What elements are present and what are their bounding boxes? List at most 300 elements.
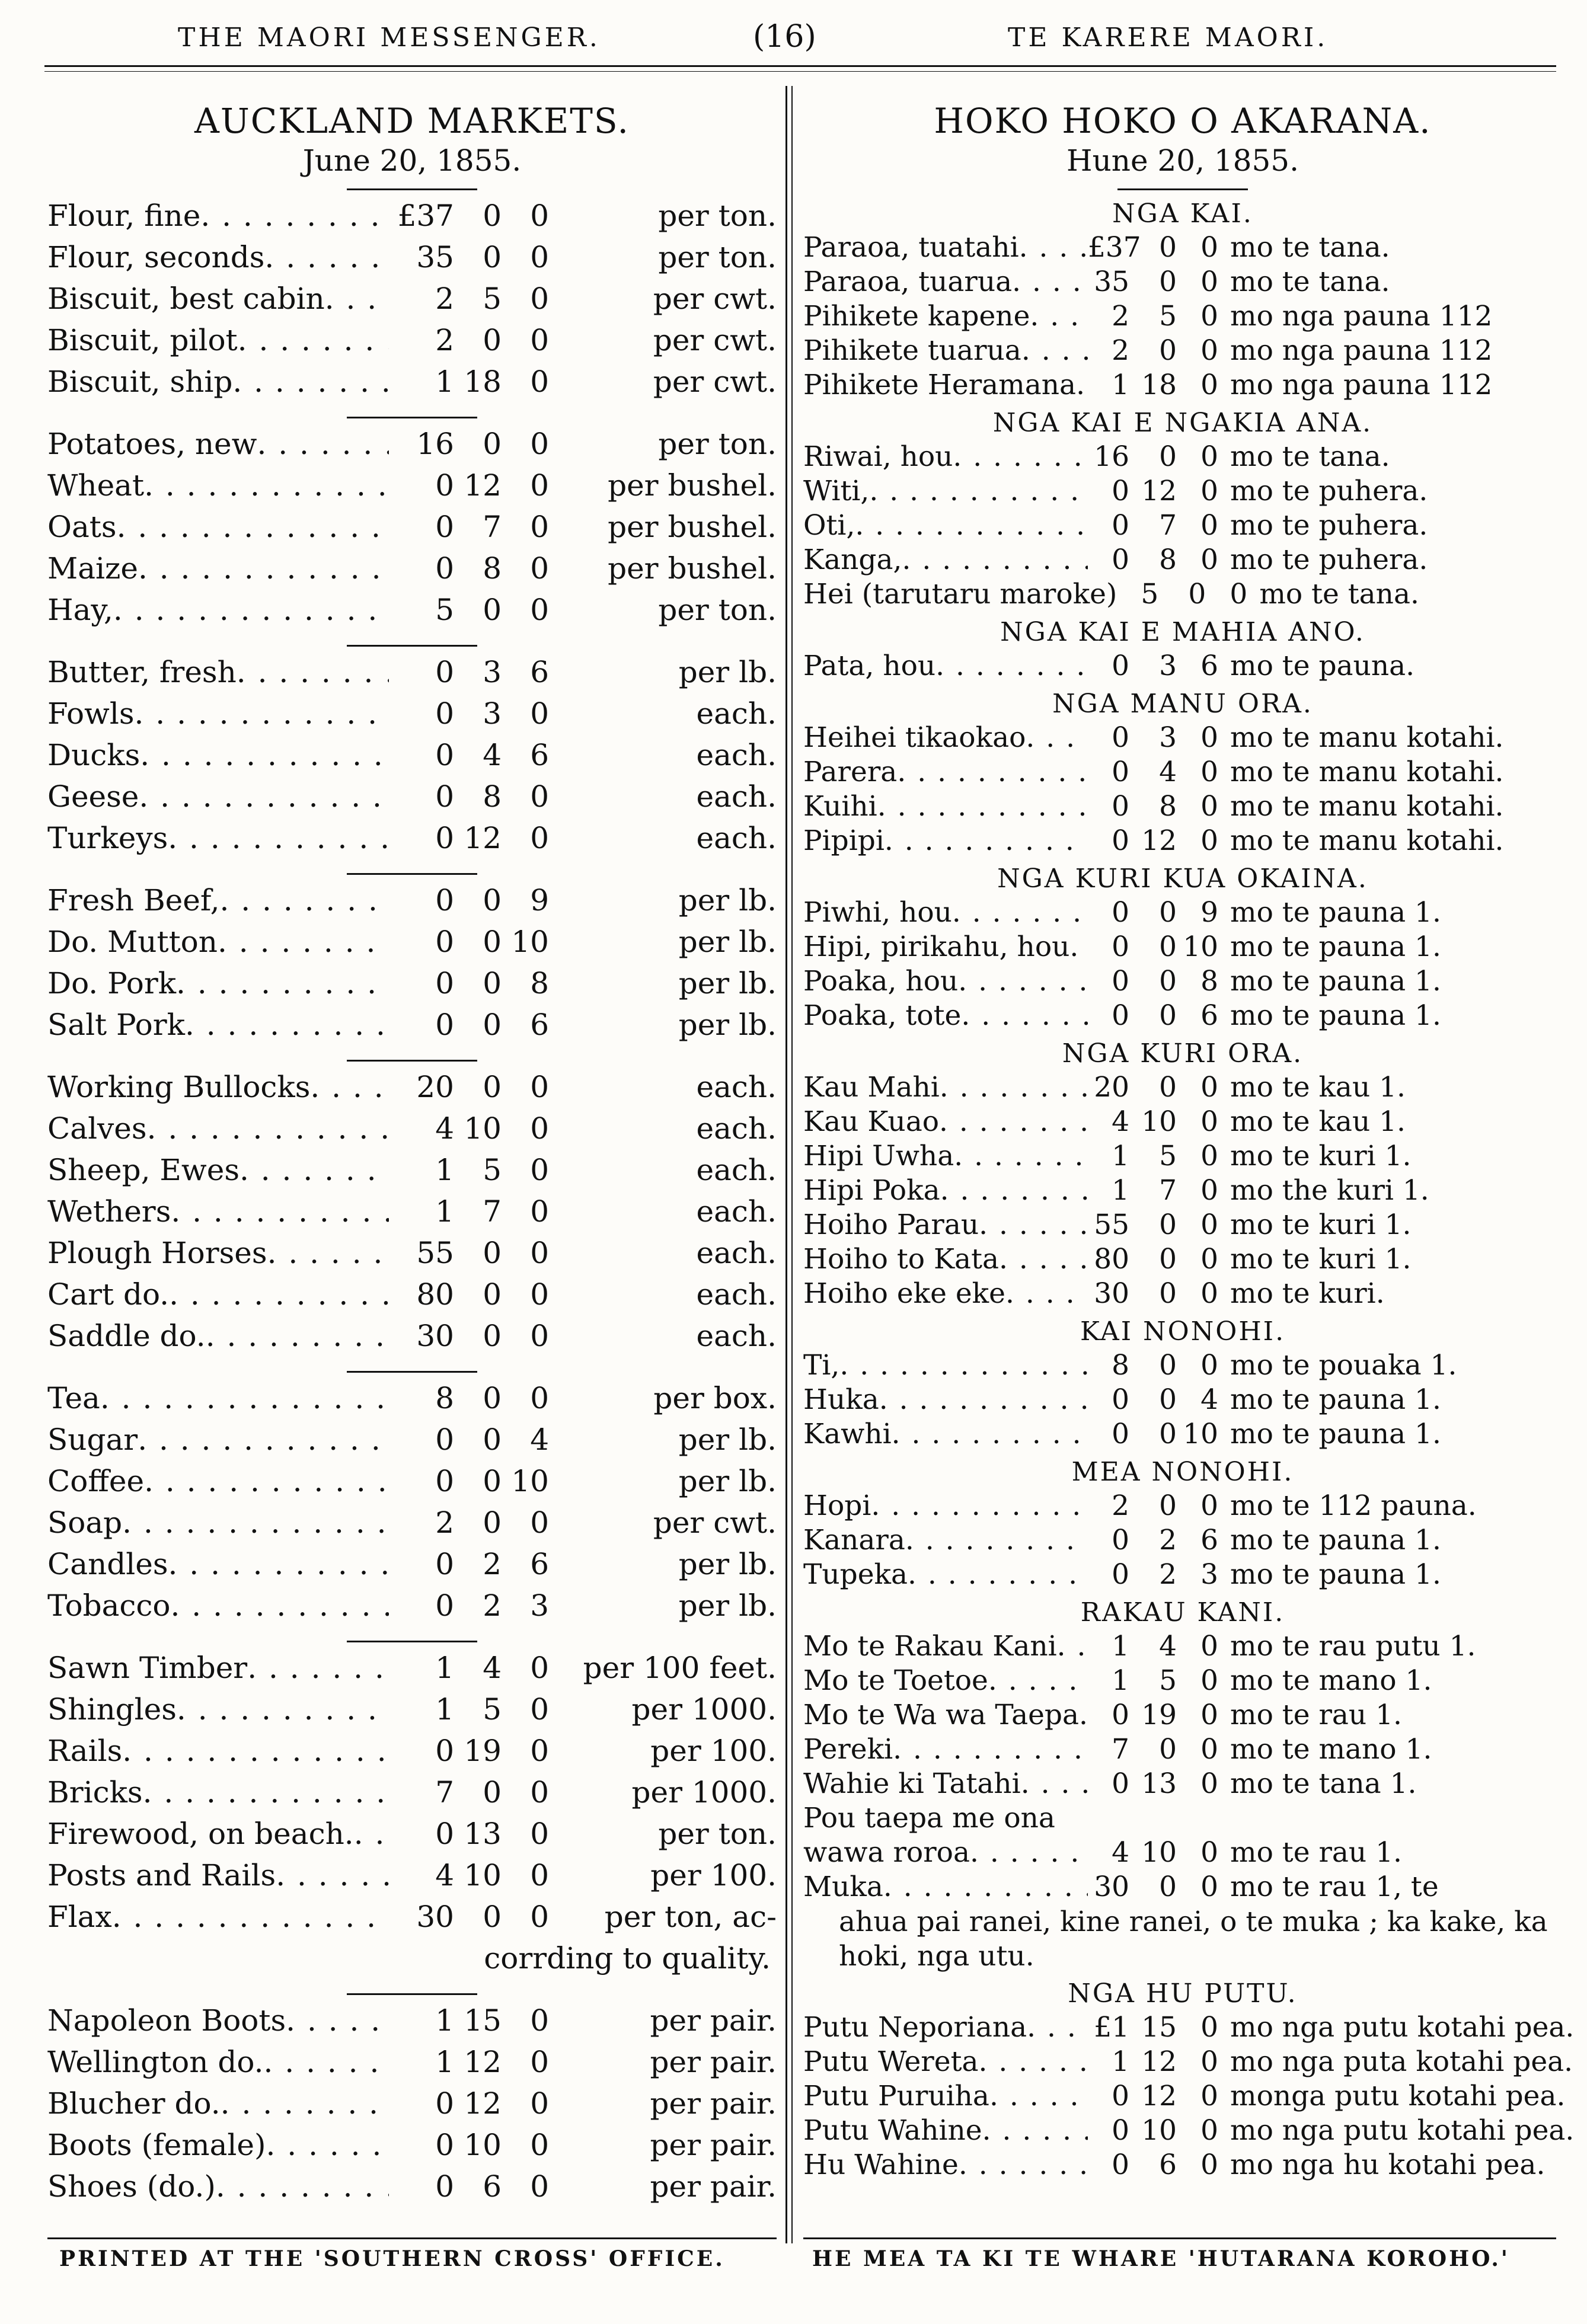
price-shillings: 5 xyxy=(483,1153,502,1187)
leader-dots xyxy=(135,696,389,731)
price-pounds: 0 xyxy=(1112,756,1129,788)
price-pounds: 80 xyxy=(416,1277,454,1312)
price-pence: 0 xyxy=(530,1505,549,1540)
item-name: Ti, xyxy=(803,1349,840,1382)
price-pence: 0 xyxy=(530,1734,549,1768)
price-pence: 10 xyxy=(1183,1418,1218,1450)
list-item xyxy=(47,551,777,593)
maori-footer: HE MEA TA KI TE WHARE 'HUTARANA KOROHO.' xyxy=(812,2246,1510,2271)
price-shillings: 0 xyxy=(483,199,502,233)
price xyxy=(389,2169,777,2204)
price-pounds: 0 xyxy=(1112,1418,1129,1450)
item-name: Shingles xyxy=(47,1692,177,1727)
english-price-list xyxy=(47,188,777,2211)
price-unit: each. xyxy=(696,1111,777,1146)
price xyxy=(1088,1140,1562,1172)
price-unit: mo te pauna 1. xyxy=(1230,999,1441,1032)
price-shillings: 6 xyxy=(1159,2149,1177,2181)
price-pounds: 0 xyxy=(435,2086,454,2121)
price-unit: each. xyxy=(696,779,777,814)
price-unit: mo nga putu kotahi pea. xyxy=(1230,2114,1575,2147)
price-section xyxy=(47,1381,777,1630)
price-pence: 3 xyxy=(1200,1558,1218,1591)
list-item xyxy=(47,2003,777,2045)
price-pounds: 0 xyxy=(1112,965,1129,998)
price-shillings: 0 xyxy=(1159,1871,1177,1903)
item-name: Putu Neporiana xyxy=(803,2011,1027,2044)
price-pence: 4 xyxy=(1200,1383,1218,1416)
price xyxy=(1088,1524,1562,1556)
price-shillings: 8 xyxy=(1159,544,1177,576)
price-shillings: 8 xyxy=(483,551,502,586)
item-name: Tea xyxy=(47,1381,100,1415)
price-pence: 6 xyxy=(1200,1524,1218,1556)
item-name: Pipipi xyxy=(803,824,884,857)
price-pounds: 55 xyxy=(1094,1209,1129,1241)
price-shillings: 3 xyxy=(1159,650,1177,682)
list-item xyxy=(803,1836,1562,1871)
price-unit: per 100. xyxy=(650,1858,777,1893)
list-item xyxy=(803,509,1562,544)
leader-dots xyxy=(325,282,389,316)
price-pence: 0 xyxy=(530,551,549,586)
price-pounds: 1 xyxy=(1112,1630,1129,1663)
leader-dots xyxy=(122,1734,389,1768)
item-name: Coffee xyxy=(47,1464,145,1498)
price-pounds: 0 xyxy=(1112,544,1129,576)
page-header xyxy=(0,19,1587,70)
leader-dots xyxy=(978,2045,1088,2078)
item-name: Wethers xyxy=(47,1194,171,1229)
list-item xyxy=(803,790,1562,824)
leader-dots xyxy=(112,1900,389,1934)
leader-dots xyxy=(310,1070,389,1104)
price-shillings: 0 xyxy=(1159,266,1177,298)
price-unit: per ton. xyxy=(658,240,777,274)
price-pence: 0 xyxy=(1200,1277,1218,1310)
price-pounds: 1 xyxy=(1112,1140,1129,1172)
item-name: Putu Puruiha xyxy=(803,2080,989,2112)
item-name: Oti, xyxy=(803,509,855,542)
price-unit: per lb. xyxy=(678,1008,777,1042)
leader-dots xyxy=(935,650,1088,682)
price-unit: mo te kuri 1. xyxy=(1230,1140,1412,1172)
price-unit: mo te pauna 1. xyxy=(1230,1558,1441,1591)
price-pounds: 0 xyxy=(1112,1558,1129,1591)
price-unit: mo nga puta kotahi pea. xyxy=(1230,2045,1573,2078)
price xyxy=(389,1111,777,1146)
section-heading: NGA MANU ORA. xyxy=(1052,689,1313,719)
leader-dots xyxy=(961,999,1088,1032)
list-item xyxy=(47,1464,777,1505)
item-name: Mo te Rakau Kani xyxy=(803,1630,1057,1663)
price-pence: 0 xyxy=(1200,2011,1218,2044)
price-unit: mo nga hu kotahi pea. xyxy=(1230,2149,1546,2181)
leader-dots xyxy=(1057,1630,1088,1663)
price-pounds: 4 xyxy=(435,1111,454,1146)
price-pounds: 0 xyxy=(1112,650,1129,682)
price-pence: 0 xyxy=(1200,300,1218,333)
price xyxy=(389,655,777,689)
list-item xyxy=(47,966,777,1008)
price-pence: 0 xyxy=(1200,1664,1218,1697)
list-item xyxy=(803,2114,1575,2149)
price xyxy=(1088,1558,1562,1591)
price-shillings: 0 xyxy=(483,1775,502,1810)
item-name: Soap xyxy=(47,1505,123,1540)
price-unit: mo te pouaka 1. xyxy=(1230,1349,1457,1382)
price xyxy=(389,1505,777,1540)
list-item xyxy=(47,1734,777,1775)
price-pence: 0 xyxy=(1200,1871,1218,1903)
item-name: Candles xyxy=(47,1547,168,1581)
price-unit: per lb. xyxy=(678,1547,777,1581)
maori-muka-row xyxy=(803,1871,1562,1905)
price-pence: 0 xyxy=(1200,475,1218,507)
price-shillings: 10 xyxy=(464,2128,502,2162)
price-pence: 10 xyxy=(1183,931,1218,963)
price-pounds: 0 xyxy=(435,2169,454,2204)
list-item xyxy=(47,1858,777,1900)
price-pence: 0 xyxy=(530,1236,549,1270)
leader-dots xyxy=(1005,1277,1088,1310)
price xyxy=(389,1900,777,1934)
price-unit: mo te kuri 1. xyxy=(1230,1209,1412,1241)
price-unit: mo te kuri 1. xyxy=(1230,1243,1412,1276)
leader-dots xyxy=(1026,721,1088,754)
price-pence: 0 xyxy=(1200,334,1218,367)
header-maori-title: TE KARERE MAORI. xyxy=(1008,23,1329,53)
price xyxy=(1088,1174,1562,1207)
item-name: Poaka, tote xyxy=(803,999,962,1032)
price xyxy=(1088,369,1562,401)
price xyxy=(389,1319,777,1353)
price-unit: monga putu kotahi pea. xyxy=(1230,2080,1566,2112)
price-unit: per 100 feet. xyxy=(583,1651,777,1685)
leader-dots xyxy=(989,2080,1088,2112)
price-unit: mo te pauna 1. xyxy=(1230,931,1441,963)
leader-dots xyxy=(954,1140,1088,1172)
price-unit: mo te pauna 1. xyxy=(1230,965,1441,998)
price xyxy=(389,1651,777,1685)
leader-dots xyxy=(264,2045,389,2079)
price-pounds: 8 xyxy=(1112,1349,1129,1382)
price xyxy=(389,199,777,233)
price-shillings: 5 xyxy=(1159,1140,1177,1172)
section-heading: MEA NONOHI. xyxy=(1071,1457,1294,1487)
price-shillings: 0 xyxy=(1159,1243,1177,1276)
item-name: Bricks xyxy=(47,1775,143,1810)
price-pence: 0 xyxy=(1200,1349,1218,1382)
item-name: Wheat xyxy=(47,468,145,503)
price-unit: mo te tana. xyxy=(1230,266,1390,298)
price-pounds: 20 xyxy=(1094,1071,1129,1104)
price-shillings: 0 xyxy=(1159,1383,1177,1416)
price-shillings: 5 xyxy=(1159,1664,1177,1697)
item-name: Hoiho to Kata xyxy=(803,1243,999,1276)
price-pence: 0 xyxy=(530,1858,549,1893)
price-pounds: 1 xyxy=(435,2045,454,2079)
price xyxy=(1088,1383,1562,1416)
item-name: Geese xyxy=(47,779,139,814)
leader-dots xyxy=(139,779,389,814)
price-shillings: 0 xyxy=(483,1505,502,1540)
section-heading: NGA KAI. xyxy=(1112,199,1253,229)
list-item xyxy=(47,1692,777,1734)
price-unit: each. xyxy=(696,821,777,855)
price-pence: 0 xyxy=(530,779,549,814)
price-unit: per cwt. xyxy=(653,282,777,316)
price-pounds: 2 xyxy=(435,282,454,316)
list-item xyxy=(803,1349,1562,1383)
item-name: Pereki xyxy=(803,1733,893,1766)
list-item xyxy=(47,1194,777,1236)
price-pence: 0 xyxy=(530,1900,549,1934)
price-pounds: 0 xyxy=(1112,1699,1129,1731)
item-name: Sugar xyxy=(47,1422,138,1457)
list-item xyxy=(47,1277,777,1319)
item-name: Saddle do. xyxy=(47,1319,206,1353)
item-name: Plough Horses xyxy=(47,1236,267,1270)
price xyxy=(1088,1871,1562,1903)
item-name: Riwai, hou xyxy=(803,440,953,473)
section-heading: NGA KURI KUA OKAINA. xyxy=(997,864,1368,894)
price xyxy=(1088,965,1562,998)
price xyxy=(389,1775,777,1810)
item-name: Kuihi xyxy=(803,790,877,823)
price-unit: per lb. xyxy=(678,1464,777,1498)
price-unit: per box. xyxy=(653,1381,777,1415)
price xyxy=(389,365,777,399)
price-shillings: 12 xyxy=(1141,2045,1177,2078)
price-shillings: 0 xyxy=(1159,965,1177,998)
item-name: Pihikete tuarua xyxy=(803,334,1021,367)
price xyxy=(389,240,777,274)
price-pounds: 0 xyxy=(435,551,454,586)
leader-dots xyxy=(117,510,389,544)
list-item xyxy=(803,231,1562,266)
leader-dots xyxy=(354,1817,389,1851)
price xyxy=(389,2045,777,2079)
item-name: Fowls xyxy=(47,696,135,731)
price-pence: 10 xyxy=(511,1464,549,1498)
leader-dots xyxy=(940,1071,1088,1104)
price-shillings: 2 xyxy=(1159,1524,1177,1556)
price-shillings: 0 xyxy=(1159,999,1177,1032)
list-item xyxy=(803,1071,1562,1105)
price xyxy=(389,427,777,461)
list-item xyxy=(803,544,1562,578)
price xyxy=(1088,1071,1562,1104)
item-name: Rails xyxy=(47,1734,123,1768)
price xyxy=(389,821,777,855)
price xyxy=(1088,475,1562,507)
list-item xyxy=(47,738,777,779)
price xyxy=(1088,2149,1562,2181)
price-pounds: 4 xyxy=(1112,1105,1129,1138)
item-name: Cart do. xyxy=(47,1277,170,1312)
price-unit: mo te puhera. xyxy=(1230,544,1428,576)
list-item xyxy=(803,931,1562,965)
price xyxy=(389,1692,777,1727)
price-pence: 0 xyxy=(530,2128,549,2162)
leader-dots xyxy=(939,1105,1088,1138)
section-rule xyxy=(347,873,477,875)
price-shillings: 15 xyxy=(464,2003,502,2038)
price-pence: 0 xyxy=(1200,369,1218,401)
leader-dots xyxy=(240,1153,389,1187)
leader-dots xyxy=(140,738,389,772)
list-item xyxy=(47,1070,777,1111)
list-item xyxy=(803,1871,1562,1905)
price xyxy=(1088,1418,1562,1450)
price-pence: 8 xyxy=(530,966,549,1000)
item-name: Kau Kuao xyxy=(803,1105,940,1138)
list-item xyxy=(47,883,777,925)
price-pence: 0 xyxy=(530,427,549,461)
price-unit: mo nga pauna 112 xyxy=(1230,369,1493,401)
price xyxy=(389,1194,777,1229)
price-pence: 0 xyxy=(1200,1733,1218,1766)
price-section xyxy=(47,1651,777,1983)
price-unit: mo te pauna 1. xyxy=(1230,1524,1441,1556)
price-pence: 0 xyxy=(1200,1105,1218,1138)
item-name: Salt Pork xyxy=(47,1008,185,1042)
leader-dots xyxy=(147,1111,389,1146)
maori-price-list xyxy=(803,199,1562,1802)
price-pence: 0 xyxy=(1200,790,1218,823)
list-item xyxy=(47,282,777,323)
section-rule xyxy=(347,417,477,418)
price-unit: each. xyxy=(696,1153,777,1187)
price-pence: 0 xyxy=(1200,1209,1218,1241)
price xyxy=(389,1008,777,1042)
price-unit: mo nga pauna 112 xyxy=(1230,334,1493,367)
leader-dots xyxy=(257,427,389,461)
price-shillings: 3 xyxy=(483,696,502,731)
item-name: Hay, xyxy=(47,593,113,627)
list-item xyxy=(47,1547,777,1588)
header-english-title: THE MAORI MESSENGER. xyxy=(178,23,601,53)
list-item xyxy=(803,1524,1562,1558)
price xyxy=(1088,824,1562,857)
leader-dots xyxy=(1019,231,1088,264)
list-item xyxy=(803,1664,1562,1699)
price xyxy=(1088,896,1562,929)
price-pence: 10 xyxy=(511,925,549,959)
list-item xyxy=(803,2080,1566,2114)
price-section xyxy=(47,883,777,1049)
price xyxy=(389,1236,777,1270)
price-pence: 6 xyxy=(1200,650,1218,682)
price-pence: 0 xyxy=(1200,544,1218,576)
price-pounds: 5 xyxy=(435,593,454,627)
price-pence: 0 xyxy=(530,2169,549,2204)
leader-dots xyxy=(959,2149,1088,2181)
list-item xyxy=(803,440,1562,475)
item-name: Heihei tikaokao xyxy=(803,721,1026,754)
price-unit: mo the kuri 1. xyxy=(1230,1174,1429,1207)
price-pence: 0 xyxy=(1200,756,1218,788)
item-name: Putu Wereta xyxy=(803,2045,979,2078)
price-shillings: 12 xyxy=(464,2045,502,2079)
item-name: Witi, xyxy=(803,475,870,507)
list-item xyxy=(47,427,777,468)
price-unit: per 100. xyxy=(650,1734,777,1768)
leader-dots xyxy=(897,756,1088,788)
list-item xyxy=(47,1319,777,1360)
price-unit: mo te rau putu 1. xyxy=(1230,1630,1476,1663)
price-unit: each. xyxy=(696,1277,777,1312)
leader-dots xyxy=(908,1558,1088,1591)
item-name: Hoiho Parau xyxy=(803,1209,979,1241)
price-pounds: 16 xyxy=(416,427,454,461)
price-shillings: 0 xyxy=(1159,334,1177,367)
item-name: Flax xyxy=(47,1900,112,1934)
price-pounds: 0 xyxy=(1112,999,1129,1032)
price-pounds: 0 xyxy=(1112,1383,1129,1416)
price-shillings: 18 xyxy=(1141,369,1177,401)
price-pounds: 0 xyxy=(435,468,454,503)
price-unit: per lb. xyxy=(678,966,777,1000)
leader-dots xyxy=(286,2003,389,2038)
item-name: Turkeys xyxy=(47,821,168,855)
price-unit: mo te manu kotahi. xyxy=(1230,790,1504,823)
price-pounds: 1 xyxy=(435,1194,454,1229)
leader-dots xyxy=(1030,300,1088,333)
price-pence: 6 xyxy=(530,655,549,689)
price-pence: 0 xyxy=(1200,824,1218,857)
leader-dots xyxy=(877,790,1088,823)
price-pence: 0 xyxy=(530,696,549,731)
price-shillings: 2 xyxy=(483,1588,502,1623)
list-item xyxy=(803,1489,1562,1524)
price-unit: per 1000. xyxy=(631,1692,777,1727)
list-item xyxy=(803,369,1562,403)
price-pence: 0 xyxy=(530,323,549,357)
section-heading: RAKAU KANI. xyxy=(1080,1597,1285,1628)
price xyxy=(1088,756,1562,788)
price-pence: 6 xyxy=(1200,999,1218,1032)
price-unit: mo te manu kotahi. xyxy=(1230,756,1504,788)
price-pounds: 55 xyxy=(416,1236,454,1270)
item-name: Sawn Timber xyxy=(47,1651,248,1685)
price-shillings: 0 xyxy=(483,1319,502,1353)
price-pence: 0 xyxy=(1200,1630,1218,1663)
price-shillings: 12 xyxy=(464,468,502,503)
price-unit: per pair. xyxy=(650,2003,777,2038)
price-unit: per pair. xyxy=(650,2045,777,2079)
price xyxy=(1088,1630,1562,1663)
item-name: Oats xyxy=(47,510,117,544)
item-name: Do. Pork xyxy=(47,966,177,1000)
price-pence: 0 xyxy=(530,1194,549,1229)
list-item xyxy=(803,266,1562,300)
price-unit: mo te mano 1. xyxy=(1230,1733,1432,1766)
price-pounds: £37 xyxy=(1088,231,1141,264)
price xyxy=(1088,2114,1575,2147)
price-pence: 3 xyxy=(530,1588,549,1623)
price-unit: mo te manu kotahi. xyxy=(1230,721,1504,754)
price-pence: 0 xyxy=(530,2045,549,2079)
price-unit: mo te 112 pauna. xyxy=(1230,1489,1477,1522)
price-shillings: 19 xyxy=(464,1734,502,1768)
price-pence: 0 xyxy=(1200,266,1218,298)
list-item xyxy=(803,2045,1573,2080)
price-shillings: 0 xyxy=(1159,440,1177,473)
list-item xyxy=(803,999,1562,1034)
price-pounds: 0 xyxy=(1112,1767,1129,1800)
